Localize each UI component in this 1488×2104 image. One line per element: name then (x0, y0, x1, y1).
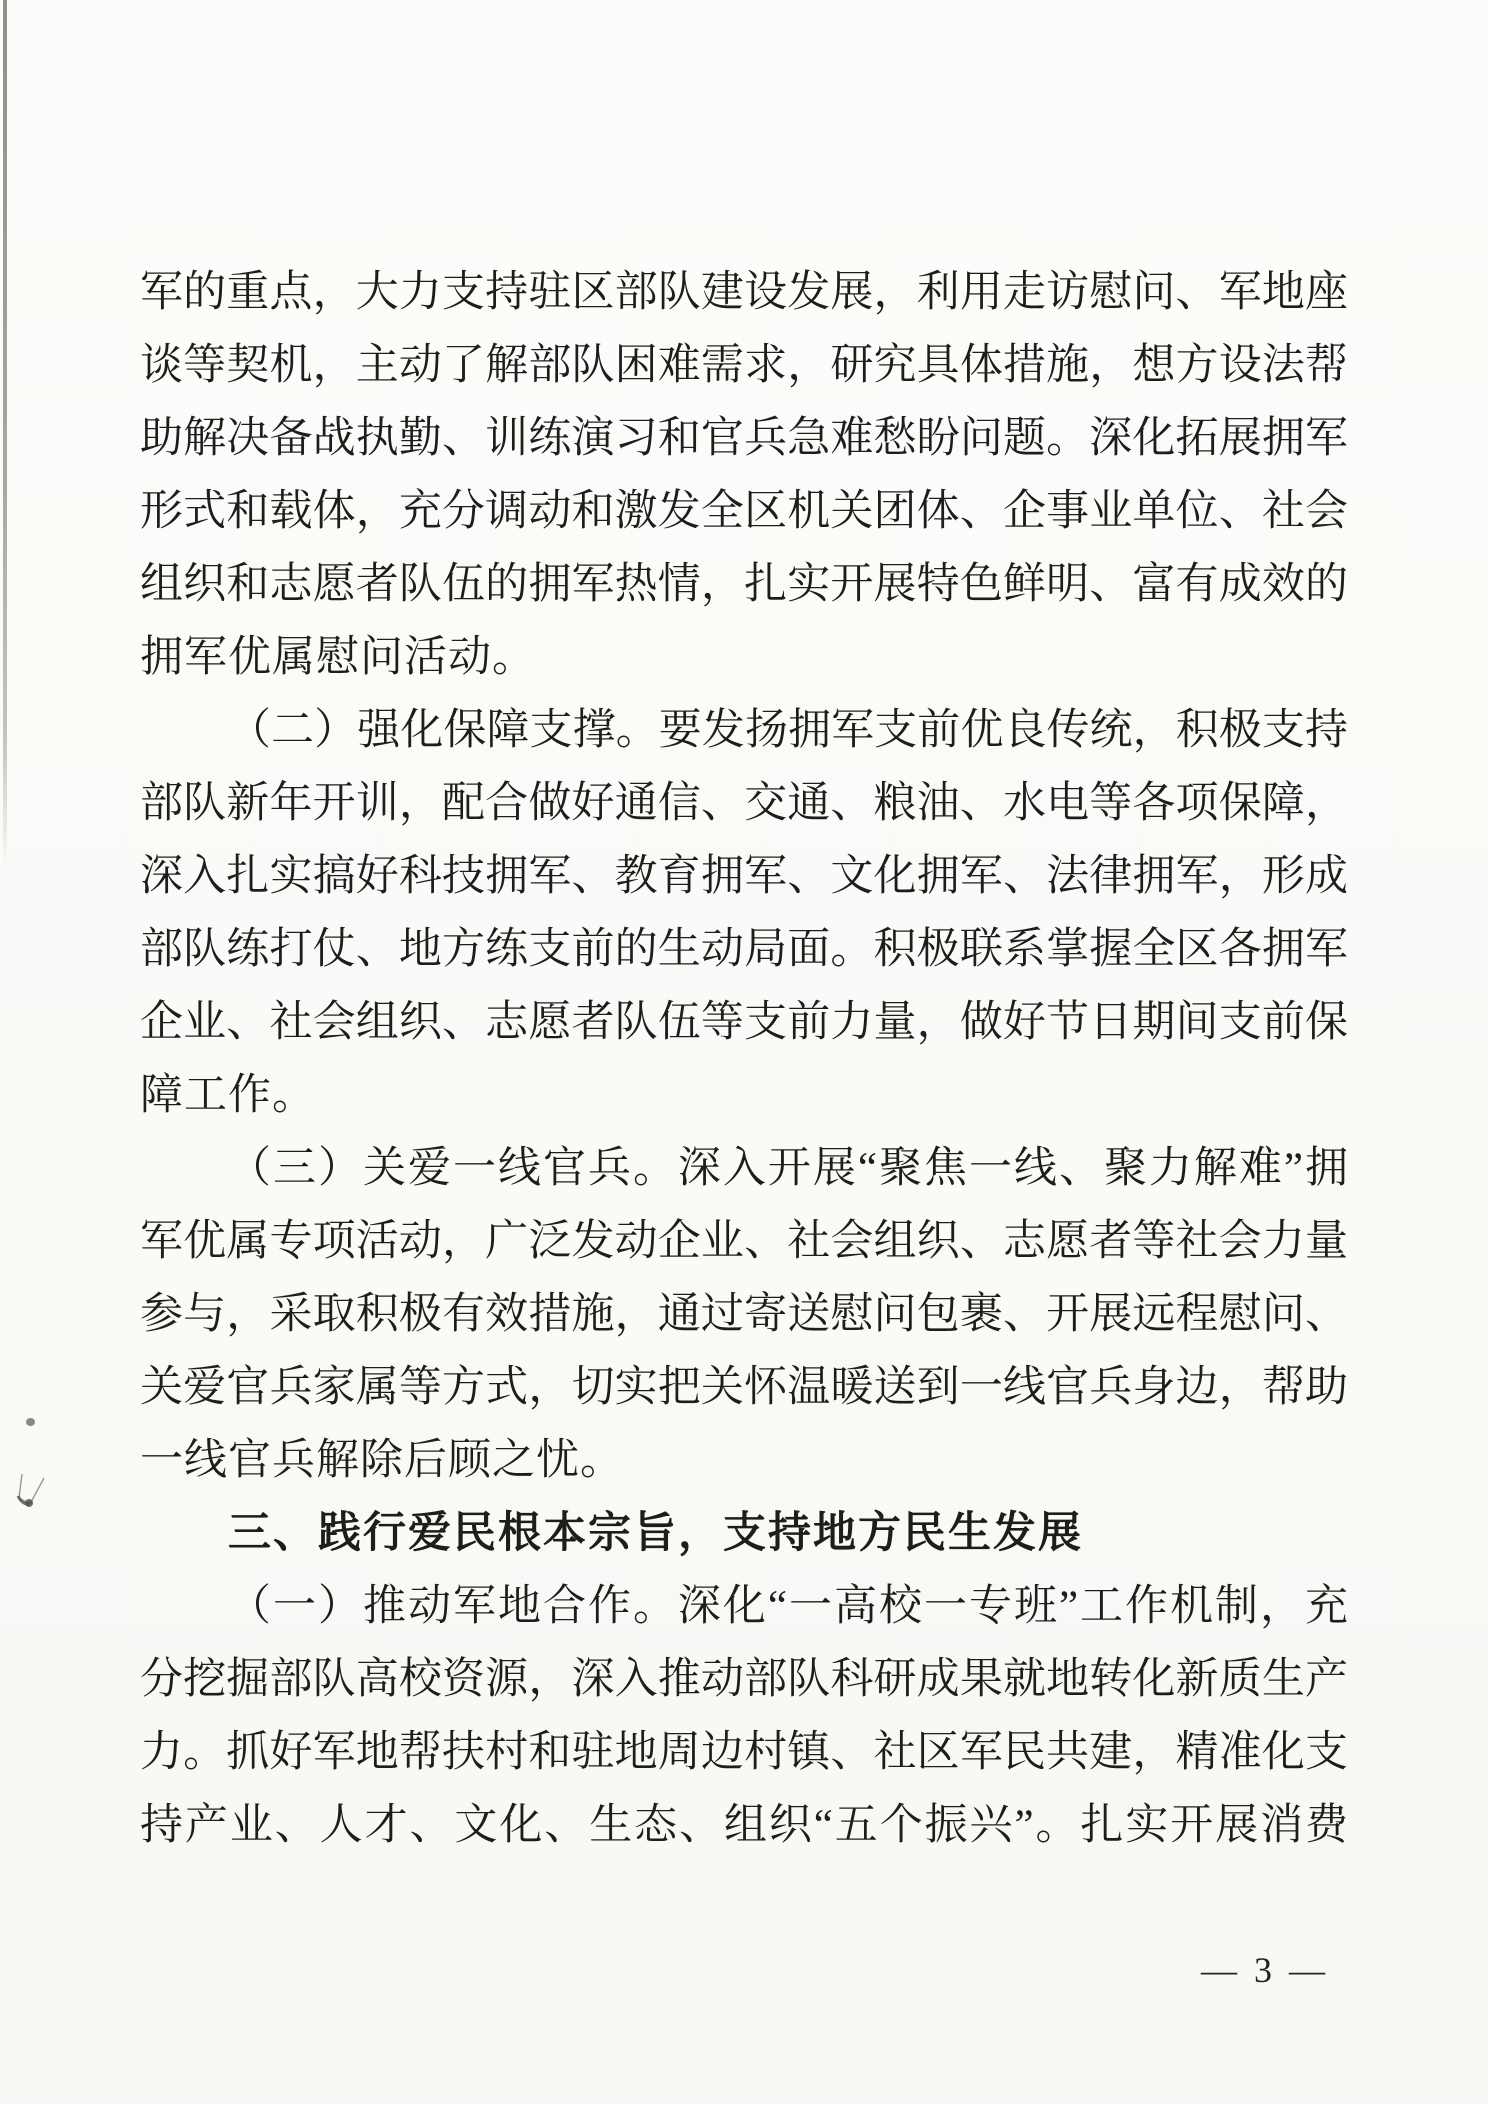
text-line: 助解决备战执勤、训练演习和官兵急难愁盼问题。深化拓展拥军 (140, 415, 1348, 462)
text-line: （二）强化保障支撑。要发扬拥军支前优良传统，积极支持 (228, 707, 1348, 754)
document-body (140, 256, 1348, 1862)
text-line: （三）关爱一线官兵。深入开展“聚焦一线、聚力解难”拥 (228, 1145, 1348, 1192)
text-line: 企业、社会组织、志愿者队伍等支前力量，做好节日期间支前保 (140, 999, 1348, 1046)
text-line: 部队新年开训，配合做好通信、交通、粮油、水电等各项保障， (140, 780, 1348, 827)
text-line: 障工作。 (140, 1072, 316, 1119)
text-line: 谈等契机，主动了解部队困难需求，研究具体措施，想方设法帮 (140, 342, 1348, 389)
text-line: 持产业、人才、文化、生态、组织“五个振兴”。扎实开展消费 (140, 1802, 1348, 1849)
scan-speck-dot (26, 1418, 35, 1426)
text-line: （一）推动军地合作。深化“一高校一专班”工作机制，充 (228, 1583, 1348, 1630)
text-line: 军优属专项活动，广泛发动企业、社会组织、志愿者等社会力量 (140, 1218, 1348, 1265)
scanner-edge-line (3, 0, 7, 870)
section-heading: 三、践行爱民根本宗旨，支持地方民生发展 (228, 1509, 1083, 1557)
text-line: 拥军优属慰问活动。 (140, 634, 536, 681)
text-line: 参与，采取积极有效措施，通过寄送慰问包裹、开展远程慰问、 (140, 1291, 1348, 1338)
text-line: 关爱官兵家属等方式，切实把关怀温暖送到一线官兵身边，帮助 (140, 1364, 1348, 1411)
text-line: 分挖掘部队高校资源，深入推动部队科研成果就地转化新质生产 (140, 1656, 1348, 1703)
page-number: — 3 — (1201, 1950, 1329, 1990)
text-line: 深入扎实搞好科技拥军、教育拥军、文化拥军、法律拥军，形成 (140, 853, 1348, 900)
text-line: 形式和载体，充分调动和激发全区机关团体、企事业单位、社会 (140, 488, 1348, 535)
text-line: 组织和志愿者队伍的拥军热情，扎实开展特色鲜明、富有成效的 (140, 561, 1348, 608)
text-line: 力。抓好军地帮扶村和驻地周边村镇、社区军民共建，精准化支 (140, 1729, 1348, 1776)
scan-speck-mark (14, 1468, 56, 1521)
text-line: 军的重点，大力支持驻区部队建设发展，利用走访慰问、军地座 (140, 269, 1348, 316)
text-line: 部队练打仗、地方练支前的生动局面。积极联系掌握全区各拥军 (140, 926, 1348, 973)
text-line: 一线官兵解除后顾之忧。 (140, 1437, 624, 1484)
